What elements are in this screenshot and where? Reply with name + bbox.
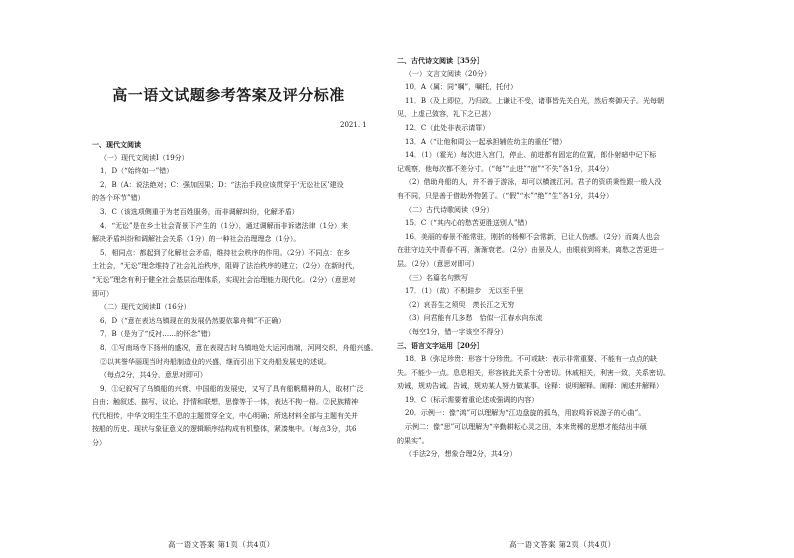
answer-line: 10．A（属：同“嘱”，嘱托，托付） bbox=[405, 83, 518, 92]
answer-line: 7．B（是为了“反衬……的怀念”错） bbox=[100, 330, 215, 339]
answer-line: （3）问君能有几多愁 恰似一江春水向东流 bbox=[405, 314, 543, 323]
answer-line: 12．C（此处非表示请罪） bbox=[405, 123, 490, 132]
answer-line: 即可） bbox=[92, 289, 113, 298]
answer-line: 18．B（弥足珍贵：形容十分珍贵。不可或缺：表示非常重要、不能有一点点的缺 bbox=[405, 355, 658, 364]
right-answer-content bbox=[397, 54, 769, 462]
section-heading: 三、语言文字运用［20分］ bbox=[397, 341, 484, 351]
answer-line: 8．①写南场寺下扬州的盛况，意在表现古时乌镇地处大运河南端，河网交织，舟船兴盛。 bbox=[100, 343, 378, 352]
answer-line: “无讼”理念有利于健全社会基层治理体系，实现社会治理能力现代化。（2分）（意思对 bbox=[92, 275, 356, 284]
answer-line: 15．C（“其内心的愁苦更胜送别人”错） bbox=[405, 219, 532, 228]
answer-line: 14．（1）（霍光）每次进入宫门，停止、前进都有固定的位置，郎仆射暗中记下标 bbox=[405, 151, 657, 160]
answer-line: 失。不能少一点。息息相关，形容彼此关系十分密切。休戚相关，利害一致，关系密切。 bbox=[397, 368, 670, 377]
right-page bbox=[397, 0, 794, 558]
answer-line: 代代相传，中华文明生生不息的主题贯穿全文，中心明确；所选材料全部与主题有关并 bbox=[92, 411, 358, 420]
answer-line: 见，上虚己敛容，礼下之已甚） bbox=[397, 110, 495, 119]
answer-line: 3．C（该选项侧重于为老百姓服务，而非调解纠纷，化解矛盾） bbox=[100, 207, 299, 216]
answer-line: 20．示例一：像“鸿”可以理解为“江边盘旋的孤鸟，用寂鸣诉说游子的心曲”。 bbox=[405, 409, 646, 418]
answer-line: 19．C（标示需要着重论述或强调的内容） bbox=[405, 395, 539, 404]
answer-line: 17．（1）（故）不积跬步 无以至千里 bbox=[405, 287, 524, 296]
answer-line: （每点2分，共4分，意思对即可） bbox=[100, 371, 207, 380]
answer-line: ②以其誉华丽现当时舟船制造业的兴盛，继而引出下文舟船发展史的述说。 bbox=[100, 357, 331, 366]
answer-line: 9．①记叙写了乌镇船的兴衰、中国船的发展史，又写了具有船帆精神的人，取材广泛 bbox=[100, 384, 364, 393]
answer-line: 土社会，“无讼”理念维持了社会礼治秩序，阻碍了法治秩序的建立；（2分）在新时代， bbox=[92, 262, 360, 271]
answer-line: （二）古代诗歌阅读（9分） bbox=[405, 205, 494, 214]
answer-line: 4．“无讼”是在乡土社会背景下产生的（1分），通过调解而非诉诸法律（1分）来 bbox=[100, 221, 349, 230]
answer-line: （一）现代文阅读Ⅰ（19分） bbox=[100, 153, 189, 162]
answer-line: 有不同，只是善于借助外物罢了。（“假”“水”“绝”“生”各1分，共4分） bbox=[397, 191, 614, 200]
answer-line: 示例二：像“思”可以理解为“辛勤耕耘心灵之田，本来贵稀的思想才能结出丰硕 bbox=[405, 423, 647, 432]
answer-line: 5．相同点：都起到了化解社会矛盾，维持社会秩序的作用。（2分）不同点：在乡 bbox=[100, 248, 351, 257]
date-label: 2021. 1 bbox=[340, 121, 367, 129]
answer-line: 2．B（A：说法绝对；C：强加因果；D：“法治手段应该贯穿于‘无讼社区’建设 bbox=[100, 180, 344, 189]
answer-line: （手法2分，想象合理2分，共4分） bbox=[405, 450, 517, 459]
answer-line: 11．B（及上即位，乃归政。上谦让不受，诸事皆先关白光，然后奏御天子。光每朝 bbox=[405, 96, 665, 105]
answer-line: （三）名篇名句默写 bbox=[405, 273, 468, 282]
answer-line: （2）哀吾生之须臾 羡长江之无穷 bbox=[405, 300, 515, 309]
answer-line: 自由；触叙述、描写、议论、抒情和联想，思像等于一体，表达不拘一格。②民族精神 bbox=[92, 398, 358, 407]
answer-line: （2）借助舟船的人，并不善于游泳，却可以横渡江河。君子的资质秉性跟一般人没 bbox=[405, 178, 662, 187]
answer-line: 1．D（“始终如一”错） bbox=[100, 167, 174, 176]
answer-line: 按船的历史、现状与象征意义的逻辑顺序结构成有机整体，紧凑集中。（每点3分，共6 bbox=[92, 425, 357, 434]
answer-line: （一）文言文阅读（20分） bbox=[405, 69, 491, 78]
answer-line: 记观察，他每次都不差分寸。（“每”“止进”“宿”“不失”各1分，共4分） bbox=[397, 164, 614, 173]
page-title: 高一语文试题参考答案及评分标准 bbox=[112, 86, 345, 104]
section-heading: 二、古代诗文阅读［35分］ bbox=[397, 56, 484, 65]
answer-line: （二）现代文阅读Ⅱ（16分） bbox=[100, 303, 191, 312]
answer-line: 的果实”。 bbox=[397, 436, 429, 445]
answer-line: 劝诫，规劝告诫。告诫，规劝某人努力做某事。诠释：说明解释。阐释：阐述并解释） bbox=[397, 382, 663, 391]
right-footer: 高一语文答案 第2页（共4页） bbox=[509, 540, 616, 549]
section-heading: 一、现代文阅读 bbox=[92, 140, 141, 149]
answer-line: 在驻守边关中青春不再，渐渐衰老。（2分）由景及人，由眼前到将来，离愁之苦更进一 bbox=[397, 246, 664, 255]
answer-line: 16．美丽的春景不能常驻，刚折的杨柳不会常新，已让人伤感。（2分）而离人也会 bbox=[405, 232, 660, 241]
answer-line: （每空1分，错一字该空不得分） bbox=[405, 327, 508, 336]
answer-line: 解决矛盾纠纷和调解社会关系（1分）的一种社会治理理念（1分）。 bbox=[92, 235, 301, 244]
answer-line: 6．D（“意在表达乌镇现在的发展仍然要依靠舟楫”不正确） bbox=[100, 316, 286, 325]
answer-line: 的各个环节”错） bbox=[92, 194, 145, 203]
left-footer: 高一语文答案 第1页（共4页） bbox=[168, 540, 275, 549]
answer-line: 13．A（“让他和周公一起承担辅佐幼主的重任”错） bbox=[405, 137, 567, 146]
answer-line: 分） bbox=[92, 439, 106, 448]
left-answer-content bbox=[92, 138, 379, 451]
answer-line: 层。（2分）（意思对即可） bbox=[397, 259, 479, 268]
